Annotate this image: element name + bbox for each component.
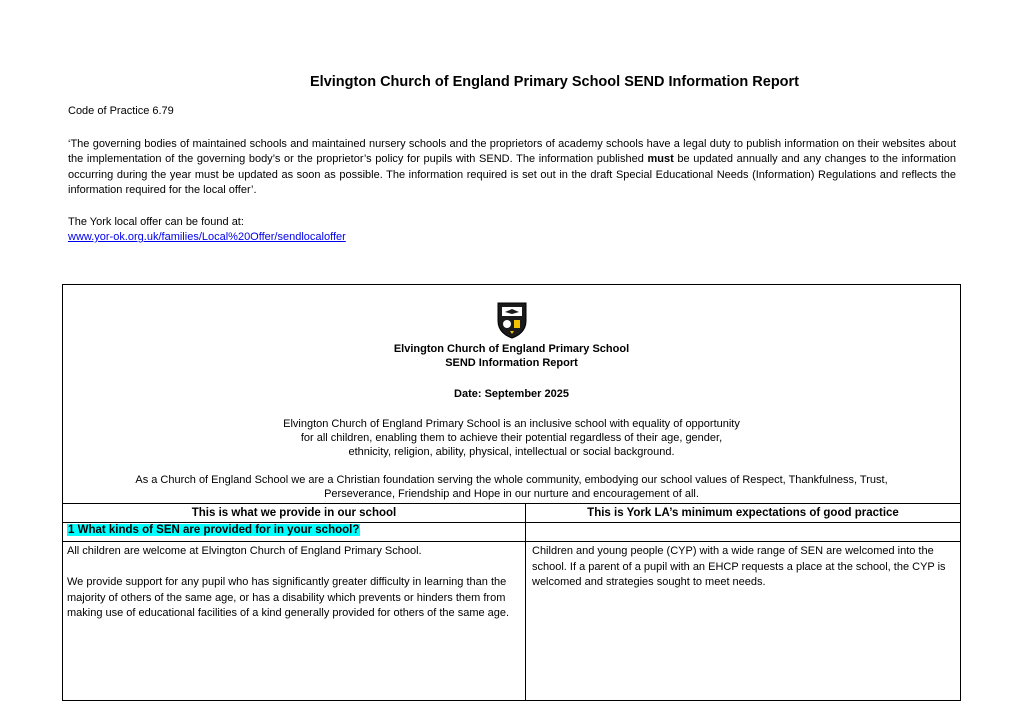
intro-line: Elvington Church of England Primary School is an inclusive school with equality of opportunity <box>283 418 740 430</box>
column-header-expectations: This is York LA’s minimum expectations of good practice <box>587 507 899 519</box>
quote-text-start: ‘The governing bodies of maintained schools and maintained nursery schools and the proprietors of academy schools have a legal duty to publish information on their websites about the implementation of the governing body’s or the proprietor’s policy for pupils with SEND. The information published <box>68 138 956 166</box>
provision-paragraph: All children are welcome at Elvington Church of England Primary School. <box>67 545 422 557</box>
page-title: Elvington Church of England Primary School SEND Information Report <box>310 74 799 90</box>
table-top-border <box>63 503 960 504</box>
report-heading <box>63 342 960 370</box>
quote-emphasis: must <box>647 153 674 166</box>
school-crest-icon <box>496 301 528 339</box>
quote-text-end: be updated annually and any changes to the information occurring during the year must be updated as soon as possible. The information required is set out in the draft Special Educational Needs (Information) Regulations and reflects the information required for the local offer’. <box>68 153 956 196</box>
question-row-border <box>63 541 960 542</box>
school-name: Elvington Church of England Primary School <box>393 343 630 355</box>
code-of-practice-ref: Code of Practice 6.79 <box>68 105 174 117</box>
intro-line: ethnicity, religion, ability, physical, intellectual or social background. <box>348 446 675 458</box>
provision-paragraph: We provide support for any pupil who has significantly greater difficulty in learning than the majority of others of the same age, or has a disability which prevents or hinders them from making use of educational facilities of a kind generally provided for others of the same age. <box>67 576 510 619</box>
header-row-border <box>63 522 960 523</box>
report-name: SEND Information Report <box>445 357 578 369</box>
expectations-cell: Children and young people (CYP) with a wide range of SEN are welcomed into the school. If a parent of a pupil with an EHCP requests a place at the school, the CYP is welcomed and strategies sought to meet needs. <box>532 545 946 588</box>
column-divider <box>525 504 526 700</box>
provision-cell <box>67 544 525 637</box>
values-line: As a Church of England School we are a Christian foundation serving the whole community, embodying our school values of Respect, Thankfulness, Trust, <box>135 474 888 486</box>
intro-line: for all children, enabling them to achieve their potential regardless of their age, gender, <box>300 432 723 444</box>
inclusion-statement <box>63 417 960 459</box>
legal-duty-quote <box>68 137 956 198</box>
values-line: Perseverance, Friendship and Hope in our nurture and encouragement of all. <box>324 488 699 500</box>
report-box <box>62 284 961 701</box>
report-date: Date: September 2025 <box>454 388 569 400</box>
question-heading: 1 What kinds of SEN are provided for in your school? <box>68 524 360 536</box>
values-statement <box>63 473 960 501</box>
local-offer-label: The York local offer can be found at: <box>68 216 244 228</box>
column-header-provision: This is what we provide in our school <box>191 507 397 519</box>
local-offer-link[interactable]: www.yor-ok.org.uk/families/Local%20Offer/sendlocaloffer <box>68 231 346 243</box>
